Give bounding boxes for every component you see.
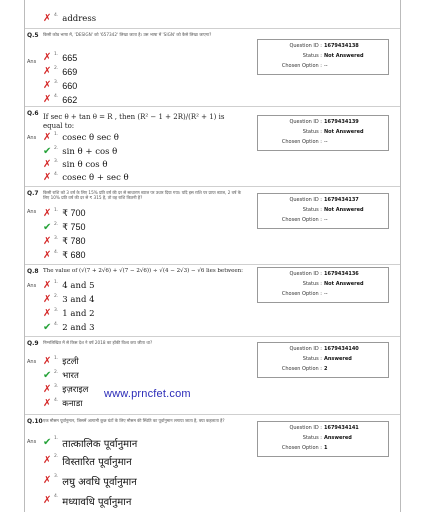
status-value: Answered	[324, 356, 352, 362]
chosen-label: Chosen Option :	[281, 366, 322, 372]
option-text: ₹ 750	[62, 222, 86, 232]
option-number: 2.	[54, 66, 59, 71]
option-number: 2.	[54, 222, 59, 227]
question-number: Q.7	[27, 190, 39, 197]
option	[43, 473, 137, 489]
question-block	[25, 186, 400, 265]
ans-label: Ans	[27, 283, 37, 289]
option-number: 3.	[54, 384, 59, 389]
option-text: 665	[62, 52, 78, 63]
cross-icon: ✗	[43, 235, 52, 247]
chosen-value: --	[324, 217, 328, 223]
option-number: 3.	[54, 236, 59, 241]
option	[43, 171, 129, 184]
chosen-label: Chosen Option :	[281, 445, 322, 451]
option-text: कनाडा	[62, 399, 83, 409]
option-number: 3.	[54, 474, 59, 479]
option-text: मध्यावधि पूर्वानुमान	[62, 497, 132, 508]
question-meta-box	[257, 39, 389, 75]
option	[43, 279, 95, 292]
qid-label: Question ID :	[289, 271, 322, 277]
status-label: Status :	[302, 281, 322, 287]
question-number: Q.10	[27, 418, 43, 425]
qid-label: Question ID :	[289, 197, 322, 203]
option	[43, 307, 95, 320]
cross-icon: ✗	[43, 65, 52, 77]
cross-icon: ✗	[43, 79, 52, 91]
option-number: 4.	[54, 172, 59, 177]
option-number: 4.	[54, 322, 59, 327]
qid-label: Question ID :	[289, 346, 322, 352]
status-label: Status :	[302, 207, 322, 213]
option	[43, 93, 77, 106]
cross-icon: ✗	[43, 397, 52, 409]
qid-label: Question ID :	[289, 425, 322, 431]
question-text: If sec θ + tan θ = R , then (R² − 1 + 2R)/(R² + 1) is equal to:	[43, 113, 225, 130]
qid-value: 1679434140	[324, 346, 359, 352]
question-number: Q.8	[27, 268, 39, 275]
cross-icon: ✗	[43, 207, 52, 219]
option-text: 3 and 4	[62, 294, 95, 305]
check-icon: ✔	[43, 145, 52, 157]
cross-icon: ✗	[43, 355, 52, 367]
chosen-label: Chosen Option :	[281, 63, 322, 69]
option-number: 1.	[54, 52, 59, 57]
option	[43, 249, 86, 262]
watermark-text: www.prncfet.com	[104, 388, 191, 400]
option	[43, 293, 95, 306]
check-icon: ✔	[43, 321, 52, 333]
chosen-value: --	[324, 63, 328, 69]
cross-icon: ✗	[43, 293, 52, 305]
answer-sheet	[24, 0, 401, 512]
check-icon: ✔	[43, 437, 52, 448]
option	[43, 158, 107, 171]
option-text: address	[62, 13, 97, 24]
option-text: 660	[62, 80, 78, 91]
cross-icon: ✗	[43, 131, 52, 143]
option-number: 2.	[54, 294, 59, 299]
option-number: 4.	[54, 398, 59, 403]
question-meta-box	[257, 115, 389, 151]
option-number: 1.	[54, 356, 59, 361]
status-value: Answered	[324, 435, 352, 441]
option	[43, 207, 86, 220]
option-text: भारत	[62, 371, 79, 381]
cross-icon: ✗	[43, 93, 52, 105]
question-block	[25, 414, 400, 513]
option	[43, 51, 77, 64]
option-text: 4 and 5	[62, 280, 95, 291]
chosen-value: --	[324, 291, 328, 297]
qid-value: 1679434138	[324, 43, 359, 49]
option-number: 2.	[54, 454, 59, 459]
option-number: 3.	[54, 80, 59, 85]
option-text: ₹ 700	[62, 208, 86, 218]
check-icon: ✔	[43, 221, 52, 233]
option-number: 2.	[54, 146, 59, 151]
option	[43, 383, 88, 396]
option	[43, 397, 83, 410]
ans-label: Ans	[27, 439, 37, 445]
status-label: Status :	[302, 129, 322, 135]
cross-icon: ✗	[43, 171, 52, 183]
cross-icon: ✗	[43, 455, 52, 466]
option-number: 4.	[54, 13, 59, 18]
qid-value: 1679434139	[324, 119, 359, 125]
option	[43, 453, 132, 469]
chosen-label: Chosen Option :	[281, 217, 322, 223]
option	[43, 131, 119, 144]
cross-icon: ✗	[43, 158, 52, 170]
question-meta-box	[257, 421, 389, 457]
qid-label: Question ID :	[289, 119, 322, 125]
option-text: cosec θ + sec θ	[62, 172, 129, 183]
question-text: किसी राशि को 3 वर्ष के लिए 15% प्रति वर्ष की दर से साधारण ब्याज पर उधार दिया गया। यदि इस राशि पर प्राप्त ब्याज, 2 वर्ष के लिए 10% प्रति वर्ष की दर से ₹ 315 है, तो वह राशि कितनी है?	[43, 190, 241, 201]
option-text: लघु अवधि पूर्वानुमान	[62, 477, 137, 488]
option-number: 1.	[54, 280, 59, 285]
ans-label: Ans	[27, 135, 37, 141]
chosen-label: Chosen Option :	[281, 291, 322, 297]
option-text: sin θ cos θ	[62, 159, 108, 170]
option	[43, 221, 86, 234]
option	[43, 355, 79, 368]
option-number: 3.	[54, 308, 59, 313]
question-meta-box	[257, 342, 389, 378]
qid-value: 1679434136	[324, 271, 359, 277]
cross-icon: ✗	[43, 495, 52, 506]
option-text: ₹ 780	[62, 236, 86, 246]
option	[43, 235, 86, 248]
question-text: एक मौसम पूर्वानुमान, जिसमें आगामी कुछ घंटों के लिए मौसम की स्थिति का पूर्वानुमान लगाया जाता है, क्या कहलाता है?	[43, 418, 225, 423]
cross-icon: ✗	[43, 51, 52, 63]
option-text: 669	[62, 66, 78, 77]
option-text: sin θ + cos θ	[62, 146, 118, 157]
chosen-label: Chosen Option :	[281, 139, 322, 145]
option-number: 4.	[54, 94, 59, 99]
cross-icon: ✗	[43, 475, 52, 486]
question-text: The value of (√(7 + 2√6) + √(7 − 2√6)) ÷ √(4 − 2√3) − √6 lies between:	[43, 268, 244, 274]
chosen-value: 2	[324, 366, 328, 372]
question-number: Q.9	[27, 340, 39, 347]
option-text: 662	[62, 94, 78, 105]
question-block	[25, 264, 400, 337]
prev-option-4	[43, 12, 96, 25]
question-text: किसी कोड भाषा में, 'DESIGN' को '657342' लिखा जाता है। उस भाषा में 'SIGN' को कैसे लिखा जाएगा?	[43, 32, 212, 37]
option-number: 1.	[54, 436, 59, 441]
option	[43, 369, 79, 382]
status-value: Not Answered	[324, 281, 364, 287]
option-number: 2.	[54, 370, 59, 375]
option-text: 2 and 3	[62, 322, 95, 333]
option-number: 1.	[54, 132, 59, 137]
option-number: 4.	[54, 494, 59, 499]
status-label: Status :	[302, 435, 322, 441]
option	[43, 493, 131, 509]
qid-value: 1679434141	[324, 425, 359, 431]
qid-value: 1679434137	[324, 197, 359, 203]
qid-label: Question ID :	[289, 43, 322, 49]
status-value: Not Answered	[324, 207, 364, 213]
cross-icon: ✗	[43, 383, 52, 395]
question-number: Q.5	[27, 32, 39, 39]
question-block	[25, 106, 400, 187]
option	[43, 145, 117, 158]
cross-icon: ✗	[43, 307, 52, 319]
option-text: cosec θ sec θ	[62, 132, 119, 143]
status-value: Not Answered	[324, 129, 364, 135]
option	[43, 65, 77, 78]
option-text: इटली	[62, 357, 79, 367]
option	[43, 321, 95, 334]
question-meta-box	[257, 193, 389, 229]
option	[43, 435, 137, 451]
option-text: इज़राइल	[62, 385, 89, 395]
check-icon: ✔	[43, 369, 52, 381]
status-value: Not Answered	[324, 53, 364, 59]
option	[43, 79, 77, 92]
option-text: ₹ 680	[62, 250, 86, 260]
ans-label: Ans	[27, 209, 37, 215]
question-text: निम्नलिखित में से किस देश ने वर्ष 2018 का हॉकी विश्व कप जीता था?	[43, 340, 153, 345]
ans-label: Ans	[27, 359, 37, 365]
question-block	[25, 336, 400, 415]
option-number: 1.	[54, 208, 59, 213]
option-number: 4.	[54, 250, 59, 255]
option-number: 3.	[54, 159, 59, 164]
question-block	[25, 28, 400, 107]
cross-icon: ✗	[43, 249, 52, 261]
chosen-value: 1	[324, 445, 328, 451]
option-text: विस्तारित पूर्वानुमान	[62, 457, 132, 468]
ans-label: Ans	[27, 59, 37, 65]
option-text: 1 and 2	[62, 308, 95, 319]
status-label: Status :	[302, 53, 322, 59]
chosen-value: --	[324, 139, 328, 145]
cross-icon: ✗	[43, 279, 52, 291]
status-label: Status :	[302, 356, 322, 362]
question-number: Q.6	[27, 110, 39, 117]
question-meta-box	[257, 267, 389, 303]
cross-icon: ✗	[43, 12, 52, 24]
option-text: तात्कालिक पूर्वानुमान	[62, 439, 138, 450]
